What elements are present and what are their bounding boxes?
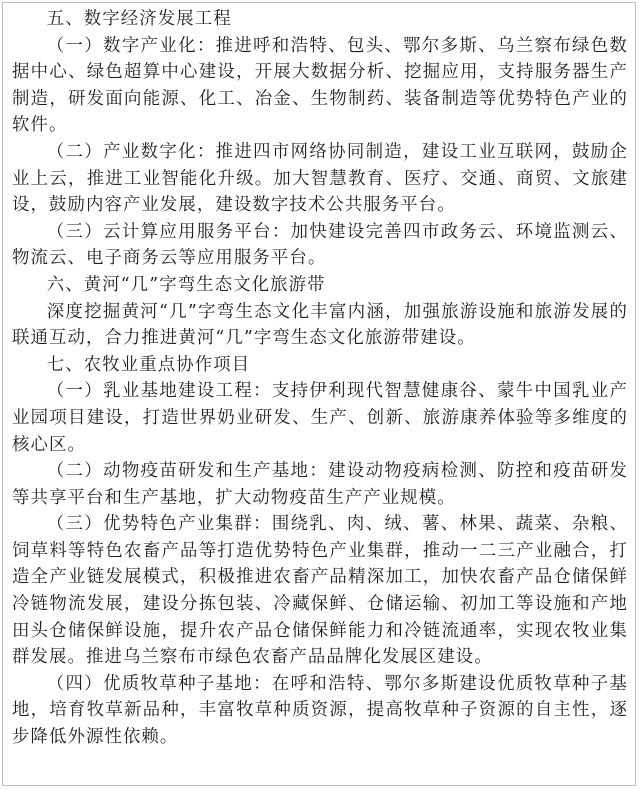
- document-body: [12, 6, 628, 751]
- section-heading-yellow-river-tourism: 六、黄河“几”字弯生态文化旅游带: [46, 274, 326, 295]
- paragraph-yellow-river-tourism: 深度挖掘黄河“几”字弯生态文化丰富内涵，加强旅游设施和旅游发展的联通互动，合力推进黄河“几”字弯生态文化旅游带建设。: [12, 301, 628, 349]
- document-page: [2, 2, 636, 786]
- paragraph-digital-industrialization: （一）数字产业化：推进呼和浩特、包头、鄂尔多斯、乌兰察布绿色数据中心、绿色超算中心建设，开展大数据分析、挖掘应用，支持服务器生产制造，研发面向能源、化工、冶金、生物制药、装备制造等优势特色产业的软件。: [12, 35, 628, 136]
- paragraph-dairy-base: （一）乳业基地建设工程：支持伊利现代智慧健康谷、蒙牛中国乳业产业园项目建设，打造世界奶业研发、生产、创新、旅游康养体验等多维度的核心区。: [12, 381, 628, 455]
- section-heading-agriculture: 七、农牧业重点协作项目: [46, 354, 251, 375]
- paragraph-industrial-digitalization: （二）产业数字化：推进四市网络协同制造，建设工业互联网，鼓励企业上云，推进工业智能化升级。加大智慧教育、医疗、交通、商贸、文旅建设，鼓励内容产业发展，建设数字技术公共服务平台。: [12, 141, 628, 216]
- paragraph-cloud-platform: （三）云计算应用服务平台：加快建设完善四市政务云、环境监测云、物流云、电子商务云等应用服务平台。: [12, 221, 628, 269]
- paragraph-forage-seed-base: （四）优质牧草种子基地：在呼和浩特、鄂尔多斯建设优质牧草种子基地，培育牧草新品种，丰富牧草种质资源，提高牧草种子资源的自主性，逐步降低外源性依赖。: [12, 673, 628, 748]
- paragraph-vaccine-base: （二）动物疫苗研发和生产基地：建设动物疫病检测、防控和疫苗研发等共享平台和生产基地，扩大动物疫苗生产产业规模。: [12, 461, 628, 508]
- section-heading-digital-economy: 五、数字经济发展工程: [46, 9, 232, 29]
- paragraph-industry-cluster: （三）优势特色产业集群：围绕乳、肉、绒、薯、林果、蔬菜、杂粮、饲草料等特色农畜产品等打造优势特色产业集群，推动一二三产业融合，打造全产业链发展模式，积极推进农畜产品精深加工，加快农畜产品仓储保鲜冷链物流发展，建设分拣包装、冷藏保鲜、仓储运输、初加工等设施和产地田头仓储保鲜设施，提升农产品仓储保鲜能力和冷链流通率，实现农牧业集群发展。推进乌兰察布市绿色农畜产品品牌化发展区建设。: [12, 514, 628, 668]
